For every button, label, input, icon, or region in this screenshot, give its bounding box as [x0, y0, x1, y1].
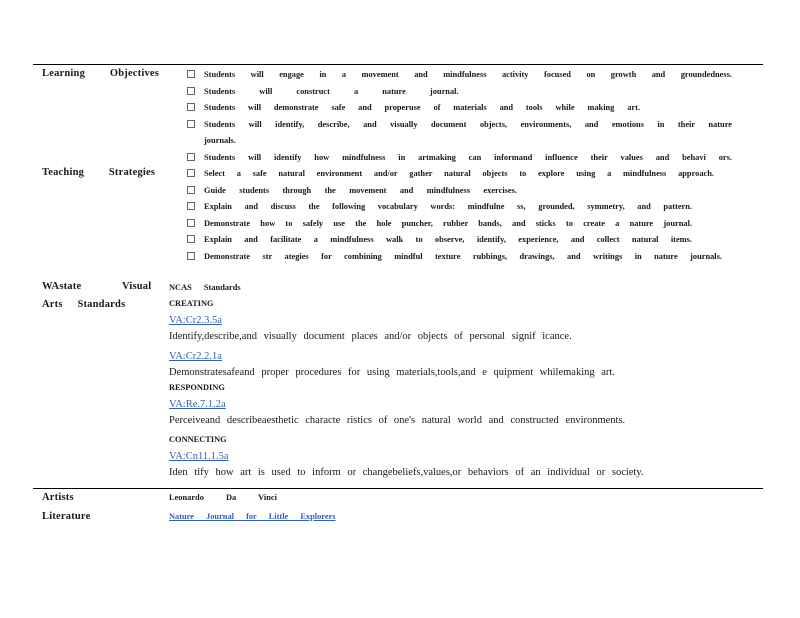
literature-label: Literature [42, 511, 91, 522]
checkbox-icon [187, 87, 195, 95]
checkbox-icon [187, 219, 195, 227]
checkbox-icon [187, 252, 195, 260]
list-item: Explain and discuss the following vocabulary words: mindfulne ss, grounded, symmetry, and pattern. [187, 199, 732, 216]
standard-link-re7-1-2a[interactable]: VA:Re.7.1.2a [169, 399, 226, 410]
standards-label-line2: Arts Standards [42, 299, 126, 310]
list-item: Students will construct a nature journal. [187, 84, 732, 101]
creating-heading: CREATING [169, 299, 214, 308]
checkbox-icon [187, 70, 195, 78]
checkbox-icon [187, 153, 195, 161]
list-item: Select a safe natural environment and/or gather natural objects to explore using a mindfulness approach. [187, 166, 732, 183]
standards-label-line1: WAstate Visual [42, 281, 152, 292]
checkbox-icon [187, 120, 195, 128]
strategies-label: Teaching Strategies [42, 167, 156, 178]
standard-link-cr2-3-5a[interactable]: VA:Cr2.3.5a [169, 315, 222, 326]
standard-link-cn11-1-5a[interactable]: VA:Cn11.1.5a [169, 451, 229, 462]
checkbox-icon [187, 169, 195, 177]
list-item: journals. [204, 136, 236, 145]
standards-block [169, 282, 669, 482]
standard-desc-3: Perceiveand describeaesthetic characte ristics of one's natural world and constructed environments. [169, 415, 626, 426]
list-item: Students will engage in a movement and mindfulness activity focused on growth and groundedness. [187, 67, 732, 84]
standard-desc-4: Iden tify how art is used to inform or changebeliefs,values,or behaviors of an individual or society. [169, 467, 644, 478]
list-item: Students will identify how mindfulness in artmaking can informand influence their values and behavi ors. [187, 150, 732, 167]
list-item: Explain and facilitate a mindfulness walk to observe, identify, experience, and collect natural items. [187, 232, 732, 249]
standard-link-cr2-2-1a[interactable]: VA:Cr2.2.1a [169, 351, 222, 362]
objectives-label: Learning Objectives [42, 68, 160, 79]
connecting-heading: CONNECTING [169, 435, 227, 444]
artist-name: Leonardo Da Vinci [169, 493, 277, 502]
list-item: Demonstrate str ategies for combining mindful texture rubbings, drawings, and writings in nature journals. [187, 249, 732, 266]
artists-label: Artists [42, 492, 74, 503]
literature-link[interactable]: Nature Journal for Little Explorers [169, 512, 336, 521]
list-item: Students will identify, describe, and visually document objects, environments, and emotions in their nature [187, 117, 732, 134]
list-item: Students will demonstrate safe and properuse of materials and tools while making art. [187, 100, 732, 117]
checkbox-icon [187, 202, 195, 210]
responding-heading: RESPONDING [169, 383, 225, 392]
checkbox-icon [187, 103, 195, 111]
list-item: Demonstrate how to safely use the hole puncher, rubber bands, and sticks to create a nature journal. [187, 216, 732, 233]
list-item: Guide students through the movement and mindfulness exercises. [187, 183, 732, 200]
top-rule [33, 64, 763, 65]
standards-title: NCAS Standards [169, 283, 241, 292]
standard-desc-1: Identify,describe,and visually document places and/or objects of personal signif icance. [169, 331, 572, 342]
objectives-strategies-list [187, 67, 732, 265]
checkbox-icon [187, 235, 195, 243]
bottom-rule [33, 488, 763, 489]
checkbox-icon [187, 186, 195, 194]
standard-desc-2: Demonstratesafeand proper procedures for using materials,tools,and e quipment whilemaking art. [169, 367, 615, 378]
